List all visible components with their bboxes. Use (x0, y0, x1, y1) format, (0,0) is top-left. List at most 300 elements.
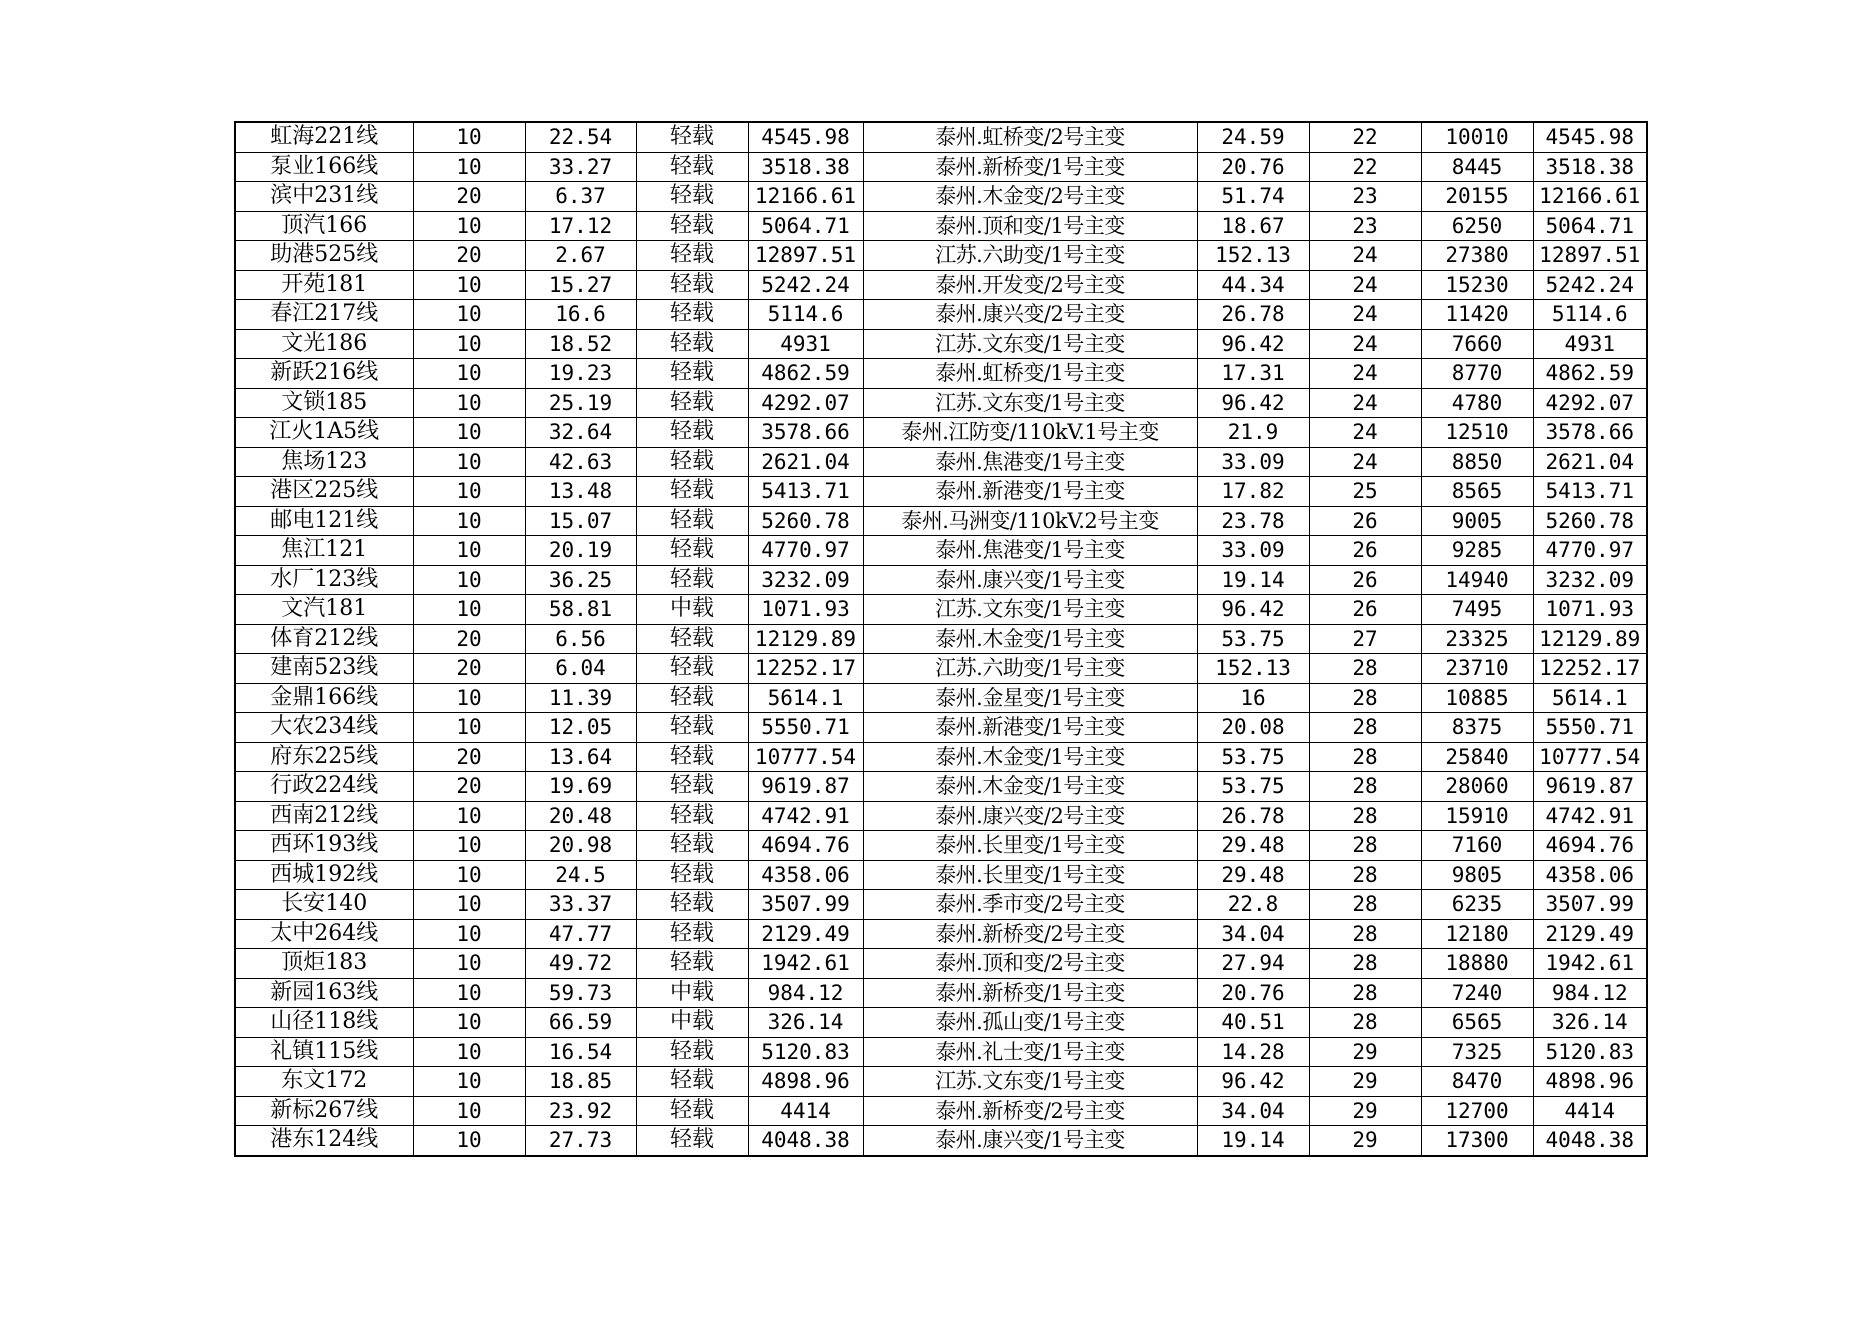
available-capacity-cell: 326.14 (1533, 1008, 1647, 1038)
capacity-cell: 6565 (1421, 1008, 1533, 1038)
voltage-cell: 10 (413, 978, 525, 1008)
substation-cell: 泰州.新桥变/2号主变 (863, 919, 1197, 949)
spare-capacity-cell: 3518.38 (748, 152, 863, 182)
voltage-cell: 10 (413, 152, 525, 182)
substation-load-cell: 96.42 (1197, 1067, 1309, 1097)
voltage-cell: 10 (413, 536, 525, 566)
voltage-cell: 20 (413, 182, 525, 212)
count-cell: 27 (1309, 624, 1421, 654)
load-rate-cell: 47.77 (525, 919, 636, 949)
voltage-cell: 10 (413, 270, 525, 300)
voltage-cell: 10 (413, 1096, 525, 1126)
spare-capacity-cell: 3507.99 (748, 890, 863, 920)
substation-load-cell: 152.13 (1197, 654, 1309, 684)
voltage-cell: 20 (413, 654, 525, 684)
substation-load-cell: 20.76 (1197, 978, 1309, 1008)
load-rate-cell: 18.85 (525, 1067, 636, 1097)
voltage-cell: 10 (413, 1037, 525, 1067)
voltage-cell: 20 (413, 624, 525, 654)
substation-cell: 江苏.六助变/1号主变 (863, 241, 1197, 271)
substation-load-cell: 152.13 (1197, 241, 1309, 271)
spare-capacity-cell: 12129.89 (748, 624, 863, 654)
available-capacity-cell: 3518.38 (1533, 152, 1647, 182)
load-status-cell: 轻载 (636, 270, 748, 300)
table-row (235, 1096, 1647, 1126)
table-row (235, 477, 1647, 507)
count-cell: 28 (1309, 713, 1421, 743)
load-status-cell: 中载 (636, 978, 748, 1008)
table-row (235, 536, 1647, 566)
substation-load-cell: 19.14 (1197, 1126, 1309, 1156)
table-row (235, 300, 1647, 330)
spare-capacity-cell: 5120.83 (748, 1037, 863, 1067)
load-rate-cell: 36.25 (525, 565, 636, 595)
load-status-cell: 轻载 (636, 1096, 748, 1126)
load-rate-cell: 33.37 (525, 890, 636, 920)
available-capacity-cell: 5120.83 (1533, 1037, 1647, 1067)
table-row (235, 152, 1647, 182)
spare-capacity-cell: 3232.09 (748, 565, 863, 595)
table-row (235, 919, 1647, 949)
load-status-cell: 轻载 (636, 860, 748, 890)
load-status-cell: 轻载 (636, 506, 748, 536)
count-cell: 28 (1309, 683, 1421, 713)
load-rate-cell: 24.5 (525, 860, 636, 890)
load-status-cell: 轻载 (636, 300, 748, 330)
available-capacity-cell: 12129.89 (1533, 624, 1647, 654)
load-rate-cell: 13.64 (525, 742, 636, 772)
line-name-cell: 体育212线 (235, 624, 413, 654)
substation-cell: 泰州.新港变/1号主变 (863, 477, 1197, 507)
load-status-cell: 轻载 (636, 713, 748, 743)
available-capacity-cell: 1942.61 (1533, 949, 1647, 979)
capacity-cell: 8850 (1421, 447, 1533, 477)
count-cell: 28 (1309, 654, 1421, 684)
substation-load-cell: 34.04 (1197, 919, 1309, 949)
voltage-cell: 10 (413, 1067, 525, 1097)
line-name-cell: 建南523线 (235, 654, 413, 684)
spare-capacity-cell: 3578.66 (748, 418, 863, 448)
substation-load-cell: 34.04 (1197, 1096, 1309, 1126)
line-name-cell: 太中264线 (235, 919, 413, 949)
substation-cell: 泰州.木金变/2号主变 (863, 182, 1197, 212)
available-capacity-cell: 4898.96 (1533, 1067, 1647, 1097)
substation-cell: 泰州.江防变/110kV.1号主变 (863, 418, 1197, 448)
count-cell: 23 (1309, 182, 1421, 212)
spare-capacity-cell: 2621.04 (748, 447, 863, 477)
table-row (235, 447, 1647, 477)
capacity-cell: 8565 (1421, 477, 1533, 507)
table-row (235, 418, 1647, 448)
spare-capacity-cell: 12166.61 (748, 182, 863, 212)
substation-cell: 江苏.文东变/1号主变 (863, 595, 1197, 625)
capacity-cell: 15910 (1421, 801, 1533, 831)
spare-capacity-cell: 2129.49 (748, 919, 863, 949)
available-capacity-cell: 4694.76 (1533, 831, 1647, 861)
substation-cell: 泰州.长里变/1号主变 (863, 831, 1197, 861)
count-cell: 24 (1309, 447, 1421, 477)
available-capacity-cell: 5413.71 (1533, 477, 1647, 507)
available-capacity-cell: 3232.09 (1533, 565, 1647, 595)
count-cell: 26 (1309, 595, 1421, 625)
line-name-cell: 春江217线 (235, 300, 413, 330)
voltage-cell: 10 (413, 477, 525, 507)
available-capacity-cell: 4358.06 (1533, 860, 1647, 890)
line-name-cell: 江火1A5线 (235, 418, 413, 448)
table-row (235, 388, 1647, 418)
capacity-cell: 7495 (1421, 595, 1533, 625)
voltage-cell: 10 (413, 1008, 525, 1038)
table-row (235, 1008, 1647, 1038)
spare-capacity-cell: 12897.51 (748, 241, 863, 271)
table-row (235, 1037, 1647, 1067)
spare-capacity-cell: 4414 (748, 1096, 863, 1126)
load-status-cell: 轻载 (636, 801, 748, 831)
capacity-cell: 15230 (1421, 270, 1533, 300)
line-name-cell: 港区225线 (235, 477, 413, 507)
substation-load-cell: 26.78 (1197, 801, 1309, 831)
available-capacity-cell: 4931 (1533, 329, 1647, 359)
count-cell: 28 (1309, 742, 1421, 772)
substation-load-cell: 40.51 (1197, 1008, 1309, 1038)
count-cell: 26 (1309, 506, 1421, 536)
count-cell: 24 (1309, 270, 1421, 300)
available-capacity-cell: 12897.51 (1533, 241, 1647, 271)
substation-cell: 泰州.孤山变/1号主变 (863, 1008, 1197, 1038)
spare-capacity-cell: 5550.71 (748, 713, 863, 743)
count-cell: 28 (1309, 860, 1421, 890)
capacity-cell: 8770 (1421, 359, 1533, 389)
capacity-cell: 7325 (1421, 1037, 1533, 1067)
line-name-cell: 顶炬183 (235, 949, 413, 979)
available-capacity-cell: 2621.04 (1533, 447, 1647, 477)
count-cell: 24 (1309, 418, 1421, 448)
voltage-cell: 10 (413, 506, 525, 536)
line-name-cell: 文锁185 (235, 388, 413, 418)
voltage-cell: 10 (413, 713, 525, 743)
substation-load-cell: 20.76 (1197, 152, 1309, 182)
table-row (235, 565, 1647, 595)
spare-capacity-cell: 4292.07 (748, 388, 863, 418)
table-row (235, 742, 1647, 772)
load-rate-cell: 32.64 (525, 418, 636, 448)
load-rate-cell: 6.04 (525, 654, 636, 684)
count-cell: 28 (1309, 890, 1421, 920)
count-cell: 29 (1309, 1037, 1421, 1067)
substation-load-cell: 44.34 (1197, 270, 1309, 300)
line-name-cell: 长安140 (235, 890, 413, 920)
count-cell: 24 (1309, 329, 1421, 359)
spare-capacity-cell: 5242.24 (748, 270, 863, 300)
table-row (235, 949, 1647, 979)
load-status-cell: 轻载 (636, 654, 748, 684)
count-cell: 29 (1309, 1067, 1421, 1097)
load-status-cell: 轻载 (636, 890, 748, 920)
load-rate-cell: 18.52 (525, 329, 636, 359)
table-row (235, 122, 1647, 152)
count-cell: 23 (1309, 211, 1421, 241)
load-status-cell: 轻载 (636, 122, 748, 152)
load-status-cell: 轻载 (636, 418, 748, 448)
substation-load-cell: 20.08 (1197, 713, 1309, 743)
table-row (235, 831, 1647, 861)
table-body (235, 122, 1647, 1156)
capacity-cell: 10885 (1421, 683, 1533, 713)
substation-cell: 泰州.虹桥变/2号主变 (863, 122, 1197, 152)
capacity-cell: 23325 (1421, 624, 1533, 654)
count-cell: 24 (1309, 388, 1421, 418)
table-row (235, 1067, 1647, 1097)
substation-load-cell: 16 (1197, 683, 1309, 713)
voltage-cell: 10 (413, 211, 525, 241)
substation-load-cell: 96.42 (1197, 329, 1309, 359)
load-status-cell: 轻载 (636, 447, 748, 477)
line-name-cell: 虹海221线 (235, 122, 413, 152)
line-name-cell: 府东225线 (235, 742, 413, 772)
substation-load-cell: 21.9 (1197, 418, 1309, 448)
substation-cell: 泰州.礼士变/1号主变 (863, 1037, 1197, 1067)
available-capacity-cell: 4742.91 (1533, 801, 1647, 831)
capacity-cell: 23710 (1421, 654, 1533, 684)
line-name-cell: 新标267线 (235, 1096, 413, 1126)
load-rate-cell: 17.12 (525, 211, 636, 241)
available-capacity-cell: 4545.98 (1533, 122, 1647, 152)
available-capacity-cell: 5242.24 (1533, 270, 1647, 300)
spare-capacity-cell: 4770.97 (748, 536, 863, 566)
load-rate-cell: 13.48 (525, 477, 636, 507)
table-row (235, 329, 1647, 359)
spare-capacity-cell: 5260.78 (748, 506, 863, 536)
line-name-cell: 行政224线 (235, 772, 413, 802)
load-rate-cell: 25.19 (525, 388, 636, 418)
available-capacity-cell: 4048.38 (1533, 1126, 1647, 1156)
substation-load-cell: 24.59 (1197, 122, 1309, 152)
table-row (235, 506, 1647, 536)
line-name-cell: 新园163线 (235, 978, 413, 1008)
substation-load-cell: 53.75 (1197, 742, 1309, 772)
capacity-cell: 6235 (1421, 890, 1533, 920)
voltage-cell: 10 (413, 418, 525, 448)
table-row (235, 241, 1647, 271)
load-rate-cell: 20.48 (525, 801, 636, 831)
table-row (235, 359, 1647, 389)
count-cell: 28 (1309, 772, 1421, 802)
load-status-cell: 轻载 (636, 949, 748, 979)
spare-capacity-cell: 5064.71 (748, 211, 863, 241)
count-cell: 28 (1309, 1008, 1421, 1038)
voltage-cell: 10 (413, 919, 525, 949)
substation-load-cell: 29.48 (1197, 831, 1309, 861)
substation-load-cell: 23.78 (1197, 506, 1309, 536)
voltage-cell: 20 (413, 772, 525, 802)
substation-load-cell: 96.42 (1197, 595, 1309, 625)
voltage-cell: 10 (413, 329, 525, 359)
substation-cell: 泰州.木金变/1号主变 (863, 742, 1197, 772)
substation-load-cell: 14.28 (1197, 1037, 1309, 1067)
available-capacity-cell: 4292.07 (1533, 388, 1647, 418)
substation-cell: 泰州.木金变/1号主变 (863, 624, 1197, 654)
line-name-cell: 开苑181 (235, 270, 413, 300)
load-rate-cell: 6.37 (525, 182, 636, 212)
available-capacity-cell: 3507.99 (1533, 890, 1647, 920)
line-name-cell: 西城192线 (235, 860, 413, 890)
available-capacity-cell: 12166.61 (1533, 182, 1647, 212)
capacity-cell: 10010 (1421, 122, 1533, 152)
substation-load-cell: 29.48 (1197, 860, 1309, 890)
spare-capacity-cell: 5413.71 (748, 477, 863, 507)
load-status-cell: 轻载 (636, 919, 748, 949)
count-cell: 22 (1309, 122, 1421, 152)
table-row (235, 624, 1647, 654)
load-rate-cell: 12.05 (525, 713, 636, 743)
load-rate-cell: 19.23 (525, 359, 636, 389)
line-name-cell: 焦江121 (235, 536, 413, 566)
capacity-cell: 7160 (1421, 831, 1533, 861)
table-row (235, 595, 1647, 625)
load-status-cell: 轻载 (636, 772, 748, 802)
substation-load-cell: 18.67 (1197, 211, 1309, 241)
substation-cell: 泰州.长里变/1号主变 (863, 860, 1197, 890)
spare-capacity-cell: 4048.38 (748, 1126, 863, 1156)
line-name-cell: 滨中231线 (235, 182, 413, 212)
substation-load-cell: 17.82 (1197, 477, 1309, 507)
spare-capacity-cell: 10777.54 (748, 742, 863, 772)
substation-load-cell: 51.74 (1197, 182, 1309, 212)
substation-cell: 泰州.顶和变/2号主变 (863, 949, 1197, 979)
table-row (235, 772, 1647, 802)
capacity-cell: 18880 (1421, 949, 1533, 979)
available-capacity-cell: 4862.59 (1533, 359, 1647, 389)
count-cell: 28 (1309, 831, 1421, 861)
substation-cell: 泰州.焦港变/1号主变 (863, 447, 1197, 477)
spare-capacity-cell: 4545.98 (748, 122, 863, 152)
available-capacity-cell: 5260.78 (1533, 506, 1647, 536)
substation-cell: 江苏.文东变/1号主变 (863, 1067, 1197, 1097)
load-status-cell: 中载 (636, 595, 748, 625)
count-cell: 29 (1309, 1126, 1421, 1156)
load-rate-cell: 2.67 (525, 241, 636, 271)
count-cell: 24 (1309, 359, 1421, 389)
available-capacity-cell: 4770.97 (1533, 536, 1647, 566)
voltage-cell: 10 (413, 447, 525, 477)
substation-cell: 泰州.木金变/1号主变 (863, 772, 1197, 802)
substation-cell: 泰州.开发变/2号主变 (863, 270, 1197, 300)
voltage-cell: 10 (413, 831, 525, 861)
substation-cell: 泰州.马洲变/110kV.2号主变 (863, 506, 1197, 536)
load-status-cell: 轻载 (636, 329, 748, 359)
capacity-cell: 12510 (1421, 418, 1533, 448)
substation-cell: 泰州.金星变/1号主变 (863, 683, 1197, 713)
load-status-cell: 轻载 (636, 211, 748, 241)
load-rate-cell: 58.81 (525, 595, 636, 625)
load-status-cell: 轻载 (636, 388, 748, 418)
spare-capacity-cell: 4742.91 (748, 801, 863, 831)
count-cell: 28 (1309, 919, 1421, 949)
table-row (235, 801, 1647, 831)
spare-capacity-cell: 12252.17 (748, 654, 863, 684)
load-status-cell: 轻载 (636, 565, 748, 595)
substation-cell: 泰州.季市变/2号主变 (863, 890, 1197, 920)
line-name-cell: 礼镇115线 (235, 1037, 413, 1067)
capacity-cell: 28060 (1421, 772, 1533, 802)
voltage-cell: 10 (413, 860, 525, 890)
spare-capacity-cell: 5114.6 (748, 300, 863, 330)
available-capacity-cell: 5064.71 (1533, 211, 1647, 241)
load-status-cell: 轻载 (636, 831, 748, 861)
substation-cell: 泰州.虹桥变/1号主变 (863, 359, 1197, 389)
spare-capacity-cell: 4931 (748, 329, 863, 359)
substation-load-cell: 53.75 (1197, 624, 1309, 654)
count-cell: 26 (1309, 536, 1421, 566)
load-status-cell: 轻载 (636, 152, 748, 182)
voltage-cell: 10 (413, 595, 525, 625)
voltage-cell: 10 (413, 388, 525, 418)
load-status-cell: 轻载 (636, 477, 748, 507)
line-name-cell: 西南212线 (235, 801, 413, 831)
line-name-cell: 泵业166线 (235, 152, 413, 182)
substation-load-cell: 33.09 (1197, 536, 1309, 566)
capacity-cell: 20155 (1421, 182, 1533, 212)
capacity-cell: 8375 (1421, 713, 1533, 743)
capacity-cell: 25840 (1421, 742, 1533, 772)
load-status-cell: 轻载 (636, 683, 748, 713)
count-cell: 22 (1309, 152, 1421, 182)
substation-load-cell: 96.42 (1197, 388, 1309, 418)
count-cell: 25 (1309, 477, 1421, 507)
voltage-cell: 10 (413, 565, 525, 595)
spare-capacity-cell: 1071.93 (748, 595, 863, 625)
load-rate-cell: 19.69 (525, 772, 636, 802)
substation-cell: 泰州.康兴变/1号主变 (863, 1126, 1197, 1156)
voltage-cell: 10 (413, 683, 525, 713)
table-row (235, 978, 1647, 1008)
voltage-cell: 10 (413, 122, 525, 152)
substation-load-cell: 22.8 (1197, 890, 1309, 920)
table-row (235, 890, 1647, 920)
voltage-cell: 10 (413, 300, 525, 330)
count-cell: 24 (1309, 241, 1421, 271)
available-capacity-cell: 12252.17 (1533, 654, 1647, 684)
line-name-cell: 顶汽166 (235, 211, 413, 241)
capacity-cell: 9005 (1421, 506, 1533, 536)
load-rate-cell: 66.59 (525, 1008, 636, 1038)
count-cell: 28 (1309, 978, 1421, 1008)
available-capacity-cell: 5550.71 (1533, 713, 1647, 743)
load-rate-cell: 22.54 (525, 122, 636, 152)
substation-cell: 泰州.康兴变/1号主变 (863, 565, 1197, 595)
substation-cell: 泰州.新桥变/1号主变 (863, 978, 1197, 1008)
count-cell: 29 (1309, 1096, 1421, 1126)
table-row (235, 211, 1647, 241)
line-name-cell: 邮电121线 (235, 506, 413, 536)
substation-cell: 泰州.康兴变/2号主变 (863, 801, 1197, 831)
voltage-cell: 20 (413, 241, 525, 271)
line-name-cell: 文光186 (235, 329, 413, 359)
voltage-cell: 10 (413, 1126, 525, 1156)
substation-load-cell: 26.78 (1197, 300, 1309, 330)
capacity-cell: 6250 (1421, 211, 1533, 241)
table-row (235, 860, 1647, 890)
load-status-cell: 轻载 (636, 1126, 748, 1156)
table-row (235, 182, 1647, 212)
substation-cell: 泰州.焦港变/1号主变 (863, 536, 1197, 566)
capacity-cell: 14940 (1421, 565, 1533, 595)
voltage-cell: 10 (413, 801, 525, 831)
line-name-cell: 山径118线 (235, 1008, 413, 1038)
load-rate-cell: 20.98 (525, 831, 636, 861)
load-rate-cell: 15.07 (525, 506, 636, 536)
table-row (235, 683, 1647, 713)
